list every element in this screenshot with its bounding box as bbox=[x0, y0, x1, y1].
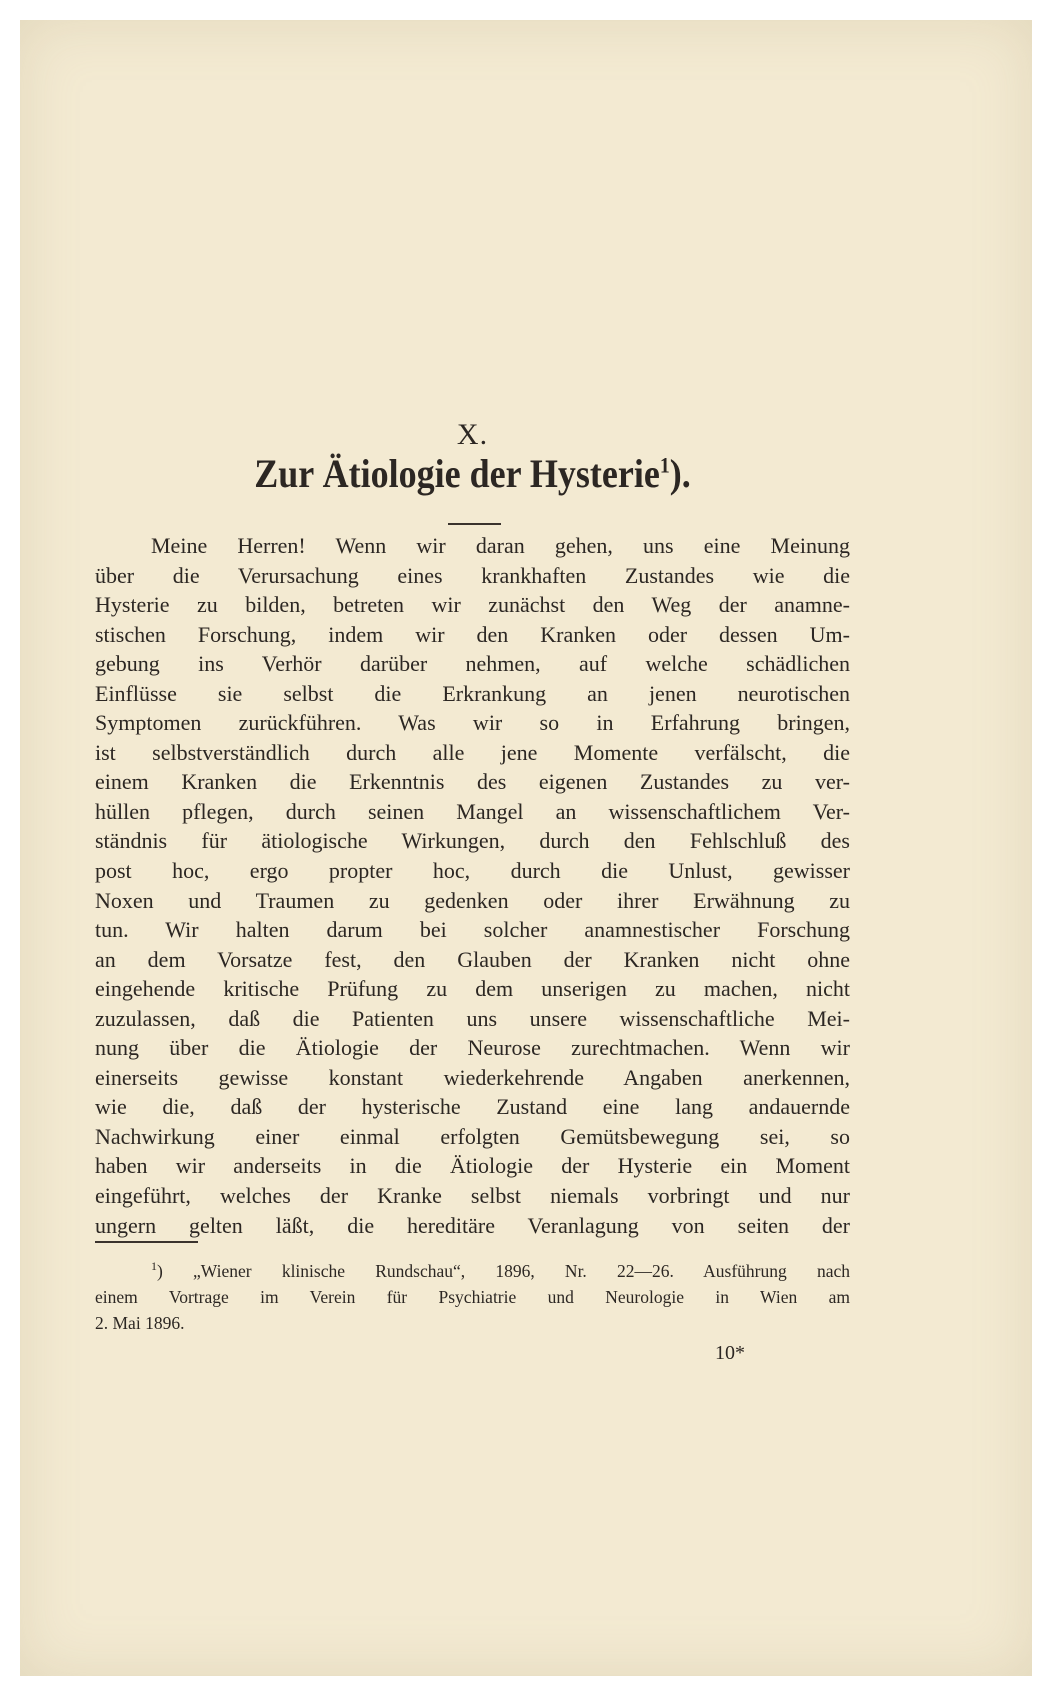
chapter-number: X. bbox=[456, 418, 489, 451]
body-line: an dem Vorsatze fest, den Glauben der Kranken nicht ohne bbox=[95, 946, 850, 972]
body-line: zuzulassen, daß die Patienten uns unsere wissenschaftliche Mei- bbox=[95, 1005, 850, 1031]
footnote-divider bbox=[95, 1241, 198, 1243]
body-line: Nachwirkung einer einmal erfolgten Gemütsbewegung sei, so bbox=[95, 1123, 850, 1149]
body-line: ungern gelten läßt, die hereditäre Veranlagung von seiten der bbox=[95, 1212, 850, 1238]
body-line: über die Verursachung eines krankhaften Zustandes wie die bbox=[95, 562, 850, 588]
body-line: haben wir anderseits in die Ätiologie der Hysterie ein Moment bbox=[95, 1153, 850, 1179]
book-page bbox=[20, 20, 1032, 1676]
title-footnote-marker: 1 bbox=[659, 452, 670, 478]
chapter-title bbox=[133, 450, 813, 497]
chapter-title-text: Zur Ätiologie der Hysterie bbox=[254, 451, 660, 496]
body-line: einem Kranken die Erkenntnis des eigenen Zustandes zu ver- bbox=[95, 769, 850, 795]
body-line: ständnis für ätiologische Wirkungen, durch den Fehlschluß des bbox=[95, 828, 850, 854]
body-line: gebung ins Verhör darüber nehmen, auf welche schädlichen bbox=[95, 651, 850, 677]
body-paragraph bbox=[95, 531, 850, 1240]
footnote-line: einem Vortrage im Verein für Psychiatrie und Neurologie in Wien am bbox=[95, 1287, 850, 1307]
body-line: einerseits gewisse konstant wiederkehrende Angaben anerkennen, bbox=[95, 1064, 850, 1090]
body-line: post hoc, ergo propter hoc, durch die Unlust, gewisser bbox=[95, 858, 850, 884]
body-line: tun. Wir halten darum bei solcher anamnestischer Forschung bbox=[95, 917, 850, 943]
footnote-marker: 1 bbox=[151, 1259, 157, 1274]
chapter-title-end: ). bbox=[669, 451, 691, 496]
body-line: Noxen und Traumen zu gedenken oder ihrer Erwähnung zu bbox=[95, 887, 850, 913]
body-line: ist selbstverständlich durch alle jene Momente verfälscht, die bbox=[95, 739, 850, 765]
footnote-line-1-text: ) „Wiener klinische Rundschau“, 1896, Nr. 22—26. Ausführung nach bbox=[157, 1261, 850, 1281]
body-line: hüllen pflegen, durch seinen Mangel an wissenschaftlichem Ver- bbox=[95, 798, 850, 824]
body-line: Meine Herren! Wenn wir daran gehen, uns eine Meinung bbox=[151, 533, 850, 558]
body-line: eingeführt, welches der Kranke selbst niemals vorbringt und nur bbox=[95, 1183, 850, 1209]
body-line: Symptomen zurückführen. Was wir so in Erfahrung bringen, bbox=[95, 710, 850, 736]
body-line: stischen Forschung, indem wir den Kranken oder dessen Um- bbox=[95, 621, 850, 647]
footnote bbox=[95, 1258, 850, 1336]
body-line: Einflüsse sie selbst die Erkrankung an jenen neurotischen bbox=[95, 680, 850, 706]
body-line: wie die, daß der hysterische Zustand eine lang andauernde bbox=[95, 1094, 850, 1120]
body-line: Hysterie zu bilden, betreten wir zunächst den Weg der anamne- bbox=[95, 592, 850, 618]
footnote-line: 2. Mai 1896. bbox=[95, 1313, 185, 1333]
footnote-line bbox=[95, 1258, 850, 1284]
title-divider bbox=[448, 523, 501, 525]
body-line: eingehende kritische Prüfung zu dem unserigen zu machen, nicht bbox=[95, 976, 850, 1002]
body-line: nung über die Ätiologie der Neurose zurechtmachen. Wenn wir bbox=[95, 1035, 850, 1061]
signature-mark: 10* bbox=[715, 1342, 745, 1364]
